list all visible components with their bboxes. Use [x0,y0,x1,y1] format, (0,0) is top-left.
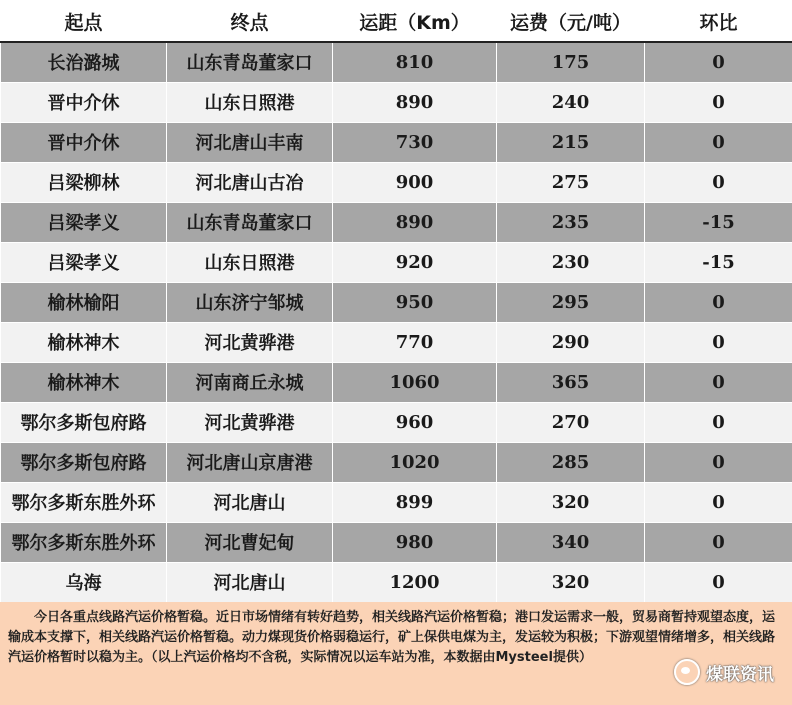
table-row [1,42,792,82]
table-row [1,402,792,442]
distance-cell: 890 [333,202,497,242]
freight-cell: 230 [497,242,645,282]
freight-cell: 275 [497,162,645,202]
table-row [1,82,792,122]
header-freight: 运费（元/吨） [497,1,645,43]
header-origin: 起点 [1,1,167,43]
distance-cell: 950 [333,282,497,322]
destination-cell: 河北唐山 [167,562,333,602]
change-cell: 0 [645,82,792,122]
change-cell: 0 [645,482,792,522]
destination-cell: 河北唐山古冶 [167,162,333,202]
freight-cell: 365 [497,362,645,402]
origin-cell: 鄂尔多斯东胜外环 [1,482,167,522]
change-cell: 0 [645,362,792,402]
freight-cell: 215 [497,122,645,162]
distance-cell: 1060 [333,362,497,402]
change-cell: 0 [645,402,792,442]
destination-cell: 河北唐山京唐港 [167,442,333,482]
watermark-text: 煤联资讯 [706,664,774,685]
change-cell: -15 [645,202,792,242]
table-row [1,522,792,562]
origin-cell: 晋中介休 [1,122,167,162]
origin-cell: 乌海 [1,562,167,602]
origin-cell: 鄂尔多斯包府路 [1,402,167,442]
origin-cell: 晋中介休 [1,82,167,122]
origin-cell: 吕梁孝义 [1,202,167,242]
table-row [1,202,792,242]
table-row [1,562,792,602]
destination-cell: 山东济宁邹城 [167,282,333,322]
freight-cell: 320 [497,482,645,522]
change-cell: 0 [645,162,792,202]
header-change: 环比 [645,1,792,43]
destination-cell: 山东日照港 [167,242,333,282]
destination-cell: 河南商丘永城 [167,362,333,402]
destination-cell: 河北唐山 [167,482,333,522]
distance-cell: 730 [333,122,497,162]
freight-cell: 295 [497,282,645,322]
change-cell: 0 [645,562,792,602]
wechat-icon [674,659,700,685]
change-cell: 0 [645,122,792,162]
table-row [1,322,792,362]
origin-cell: 吕梁柳林 [1,162,167,202]
watermark [674,659,774,685]
origin-cell: 榆林神木 [1,322,167,362]
table-row [1,162,792,202]
table-row [1,442,792,482]
origin-cell: 榆林榆阳 [1,282,167,322]
market-note: 今日各重点线路汽运价格暂稳。近日市场情绪有转好趋势，相关线路汽运价格暂稳；港口发运需求一般，贸易商暂持观望态度，运输成本支撑下，相关线路汽运价格暂稳。动力煤现货价格弱稳运行，矿上保供电煤为主，发运较为积极；下游观望情绪增多，相关线路汽运价格暂时以稳为主。（以上汽运价格均不含税，实际情况以运车站为准，本数据由Mysteel提供） [0,602,792,705]
table-row [1,482,792,522]
distance-cell: 980 [333,522,497,562]
freight-cell: 285 [497,442,645,482]
table-row [1,242,792,282]
table-row [1,122,792,162]
distance-cell: 900 [333,162,497,202]
change-cell: 0 [645,522,792,562]
freight-cell: 270 [497,402,645,442]
freight-cell: 340 [497,522,645,562]
freight-cell: 175 [497,42,645,82]
distance-cell: 1200 [333,562,497,602]
destination-cell: 山东日照港 [167,82,333,122]
destination-cell: 河北黄骅港 [167,402,333,442]
freight-cell: 320 [497,562,645,602]
origin-cell: 鄂尔多斯包府路 [1,442,167,482]
origin-cell: 鄂尔多斯东胜外环 [1,522,167,562]
origin-cell: 长治潞城 [1,42,167,82]
destination-cell: 河北唐山丰南 [167,122,333,162]
change-cell: 0 [645,282,792,322]
origin-cell: 榆林神木 [1,362,167,402]
table-row [1,362,792,402]
destination-cell: 河北曹妃甸 [167,522,333,562]
distance-cell: 960 [333,402,497,442]
origin-cell: 吕梁孝义 [1,242,167,282]
freight-cell: 235 [497,202,645,242]
distance-cell: 810 [333,42,497,82]
header-distance: 运距（Km） [333,1,497,43]
distance-cell: 890 [333,82,497,122]
destination-cell: 山东青岛董家口 [167,202,333,242]
distance-cell: 770 [333,322,497,362]
destination-cell: 河北黄骅港 [167,322,333,362]
freight-cell: 290 [497,322,645,362]
change-cell: -15 [645,242,792,282]
header-destination: 终点 [167,1,333,43]
change-cell: 0 [645,42,792,82]
table-row [1,282,792,322]
change-cell: 0 [645,322,792,362]
destination-cell: 山东青岛董家口 [167,42,333,82]
distance-cell: 899 [333,482,497,522]
distance-cell: 1020 [333,442,497,482]
table-header-row [1,1,792,43]
change-cell: 0 [645,442,792,482]
distance-cell: 920 [333,242,497,282]
freight-cell: 240 [497,82,645,122]
